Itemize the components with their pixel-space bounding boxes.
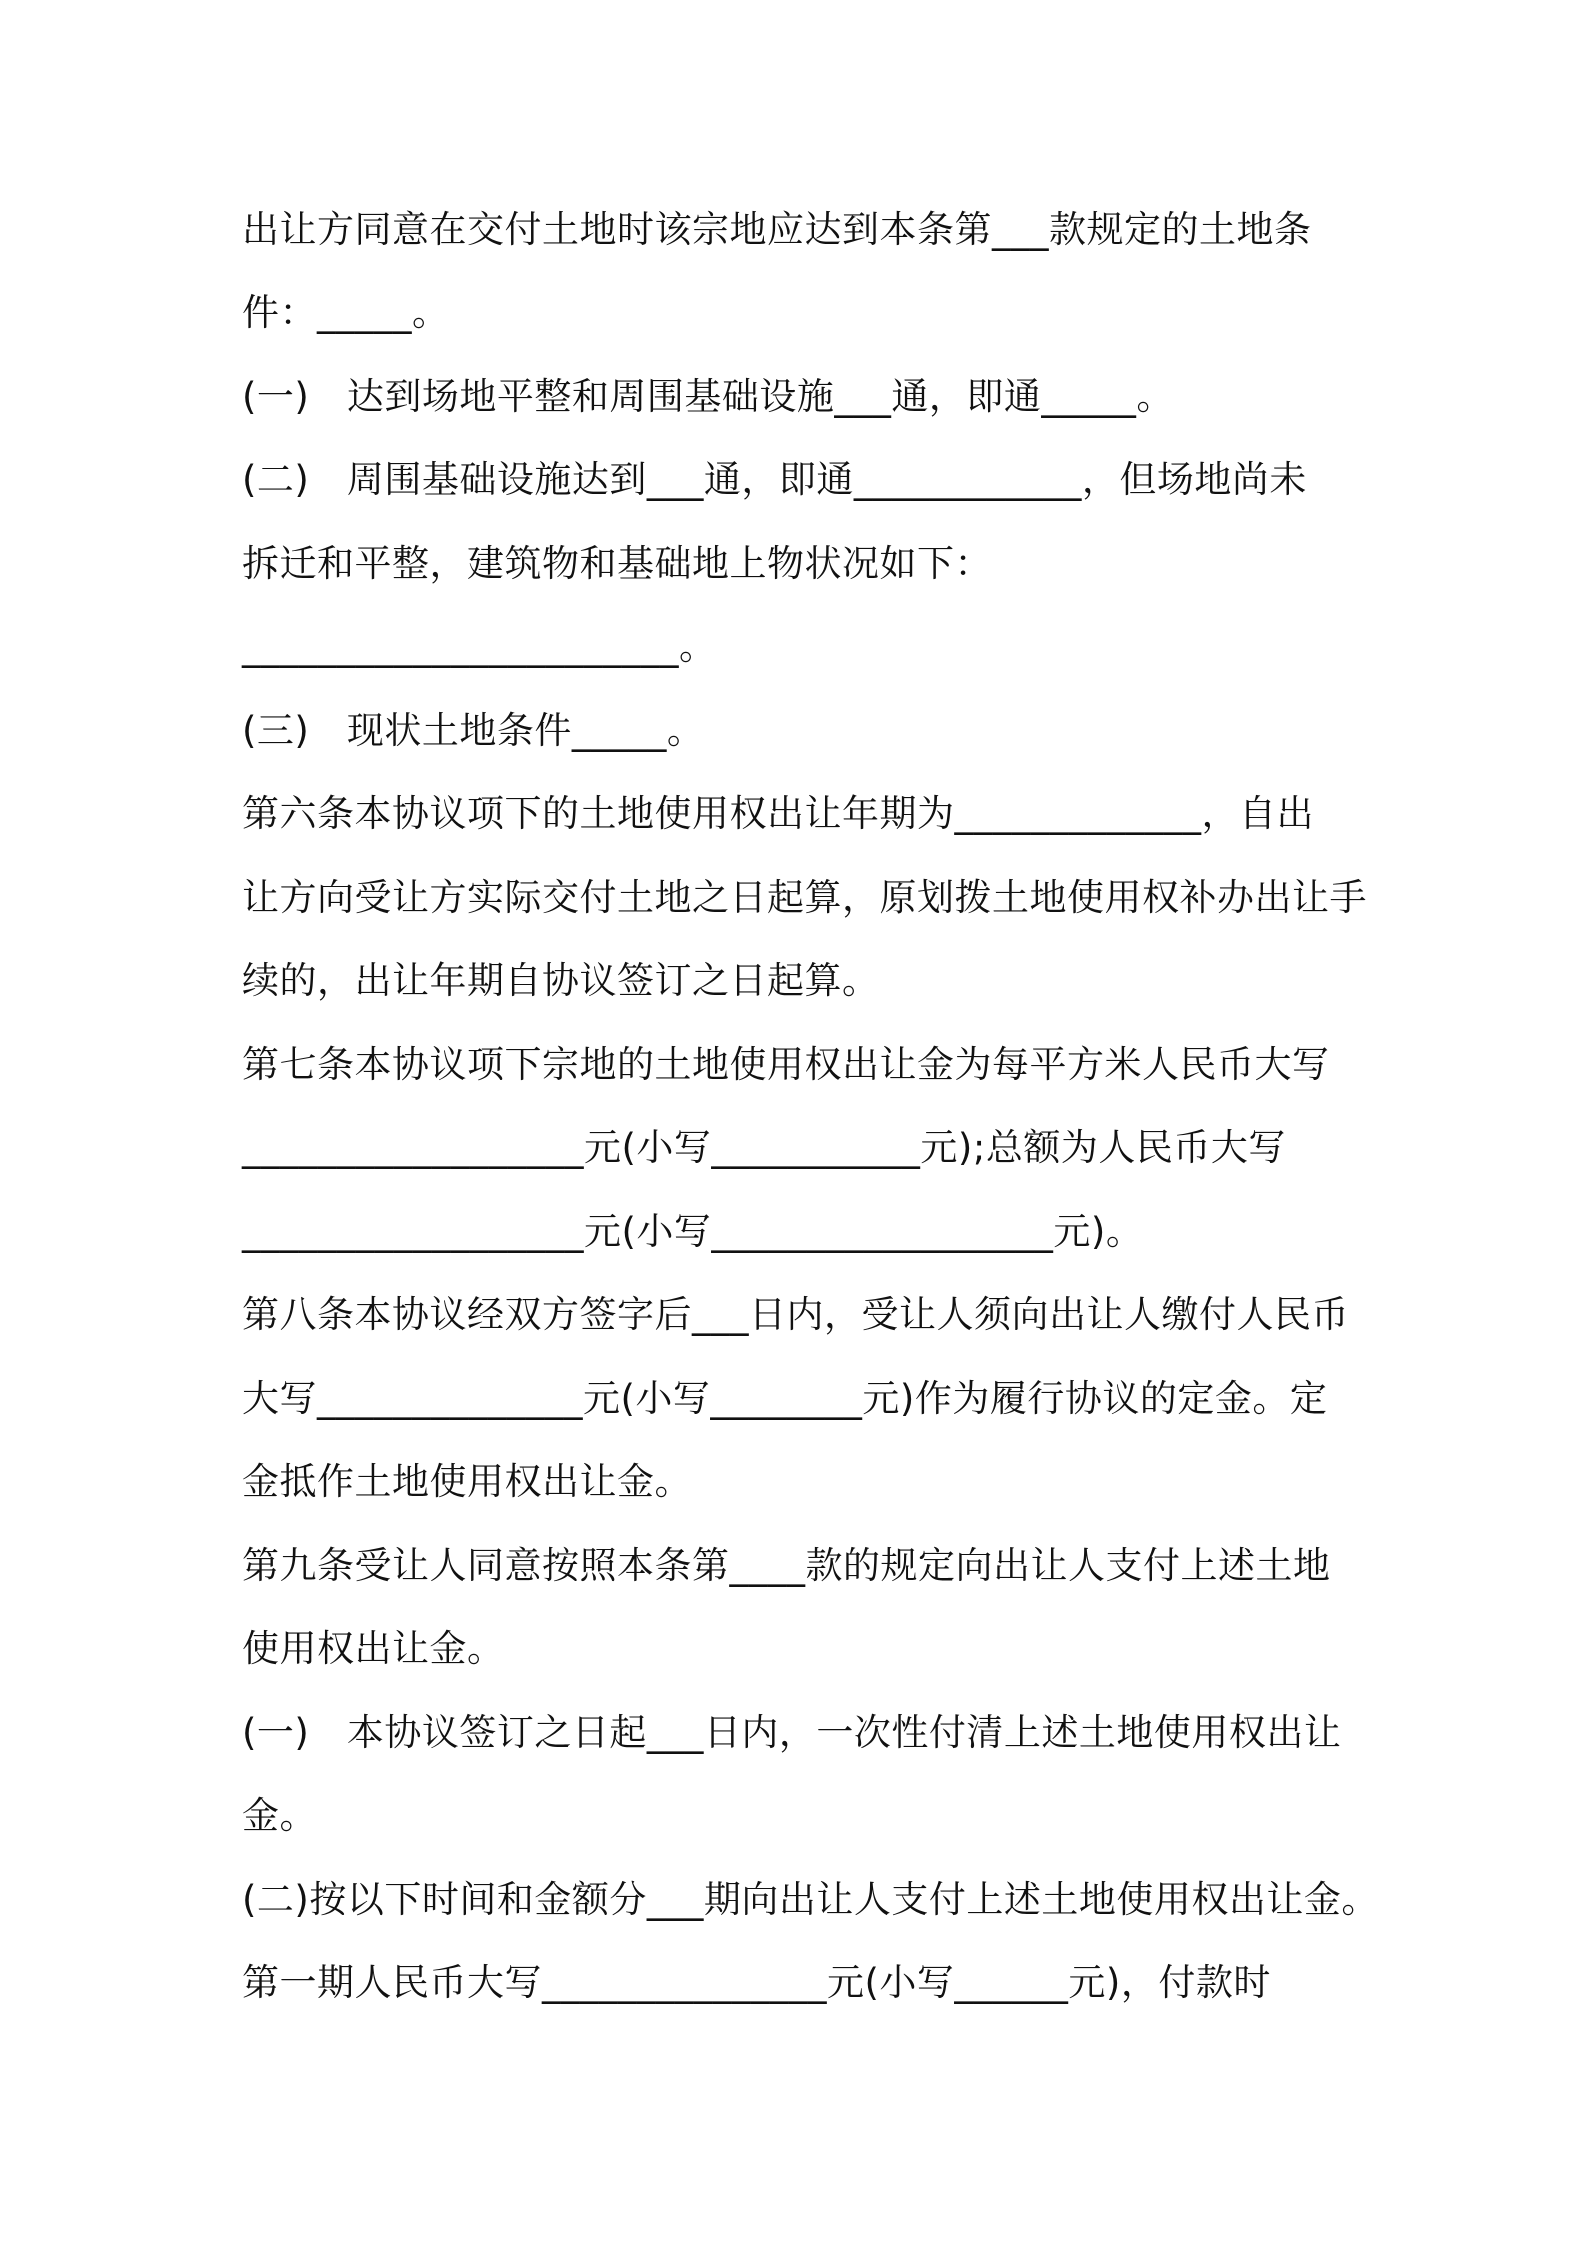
text-line: 让方向受让方实际交付土地之日起算，原划拨土地使用权补办出让手	[242, 876, 1367, 919]
text-line: 拆迁和平整，建筑物和基础地上物状况如下：	[242, 542, 992, 585]
text-line: 续的，出让年期自协议签订之日起算。	[242, 959, 880, 1002]
text-line: (二)按以下时间和金额分___期向出让人支付上述土地使用权出让金。	[242, 1878, 1379, 1921]
text-line: 大写______________元(小写________元)作为履行协议的定金。定	[242, 1377, 1328, 1420]
text-line: 第九条受让人同意按照本条第____款的规定向出让人支付上述土地	[242, 1544, 1331, 1587]
text-line: (一) 本协议签订之日起___日内，一次性付清上述土地使用权出让	[242, 1711, 1342, 1754]
text-line: 出让方同意在交付土地时该宗地应达到本条第___款规定的土地条	[242, 208, 1312, 251]
text-line: 金。	[242, 1794, 317, 1837]
text-line: 第八条本协议经双方签字后___日内，受让人须向出让人缴付人民币	[242, 1293, 1349, 1336]
text-line: 件：_____。	[242, 291, 450, 334]
text-line: 使用权出让金。	[242, 1627, 505, 1670]
text-line: (二) 周围基础设施达到___通，即通____________，但场地尚未	[242, 458, 1307, 501]
text-line: _______________________。	[242, 625, 717, 668]
text-line: __________________元(小写__________________元)。	[242, 1210, 1144, 1253]
text-line: __________________元(小写___________元);总额为人民币大写	[242, 1126, 1286, 1169]
text-line: 第七条本协议项下宗地的土地使用权出让金为每平方米人民币大写	[242, 1043, 1330, 1086]
text-line: 金抵作土地使用权出让金。	[242, 1460, 692, 1503]
text-line: 第六条本协议项下的土地使用权出让年期为_____________，自出	[242, 792, 1314, 835]
text-line: 第一期人民币大写_______________元(小写______元)，付款时	[242, 1961, 1271, 2004]
text-line: (一) 达到场地平整和周围基础设施___通，即通_____。	[242, 375, 1174, 418]
text-line: (三) 现状土地条件_____。	[242, 709, 705, 752]
